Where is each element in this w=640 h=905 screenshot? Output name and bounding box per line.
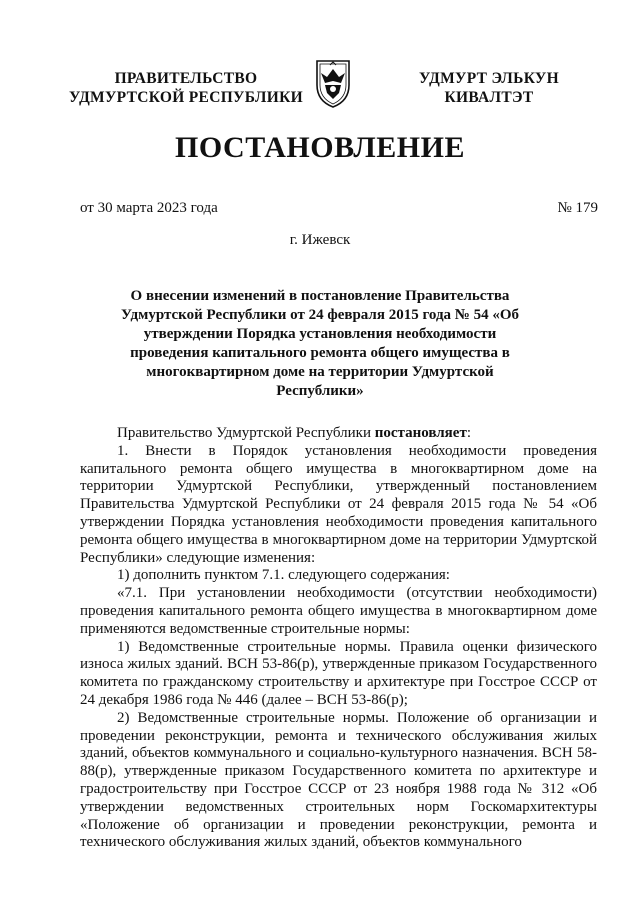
header-left-line2: УДМУРТСКОЙ РЕСПУБЛИКИ xyxy=(68,89,303,106)
header-left-line1: ПРАВИТЕЛЬСТВО xyxy=(114,70,258,87)
document-city: г. Ижевск xyxy=(289,232,351,248)
header-right-line2: КИВАЛТЭТ xyxy=(444,89,534,106)
document-number: № 179 xyxy=(557,200,598,216)
header-left xyxy=(68,69,304,107)
body-paragraph-3: «7.1. При установлении необходимости (отсутствии необходимости) проведения капитального ремонта общего имущества в многоквартирном доме применяются ведомственные строительные нормы: xyxy=(80,585,597,637)
coat-of-arms-emblem-icon xyxy=(313,57,353,109)
document-title: ПОСТАНОВЛЕНИЕ xyxy=(175,131,465,164)
body-paragraph-4: 1) Ведомственные строительные нормы. Правила оценки физического износа жилых зданий. ВСН 53-86(р), утвержденные приказом Государственного комитета по гражданскому строительству и архитектуре при Госстрое СССР от 24 декабря 1986 года № 446 (далее – ВСН 53-86(р); xyxy=(80,638,597,708)
document-subject: О внесении изменений в постановление Правительства Удмуртской Республики от 24 февраля 2015 года № 54 «Об утверждении Порядка установления необходимости проведения капитального ремонта общего имущества в многоквартирном доме на территории Удмуртской Республики» xyxy=(120,288,520,399)
body-intro xyxy=(80,425,597,443)
body-paragraph-2: 1) дополнить пунктом 7.1. следующего содержания: xyxy=(117,567,450,584)
document-body xyxy=(80,425,597,852)
document-date: от 30 марта 2023 года xyxy=(80,200,218,216)
body-paragraph-5: 2) Ведомственные строительные нормы. Положение об организации и проведении реконструкции, ремонта и технического обслуживания жилых зданий, объектов коммунального и социально-культурного назначения. ВСН 58-88(р), утвержденные приказом Государственного комитета по архитектуре и градостроительству при Госстрое СССР от 23 ноября 1988 года № 312 «Об утверждении ведомственных строительных норм Госкомархитектуры «Положение об организации и проведении реконструкции, ремонта и технического обслуживания жилых зданий, объектов коммунального xyxy=(80,709,597,851)
intro-end: : xyxy=(466,425,471,441)
body-paragraph-1: 1. Внести в Порядок установления необходимости проведения капитального ремонта общего имущества в многоквартирном доме на территории Удмуртской Республики, утвержденный постановлением Правительства Удмуртской Республики от 24 февраля 2015 года № 54 «Об утверждении Порядка установления необходимости проведения капитального ремонта общего имущества в многоквартирном доме на территории Удмуртской Республики» следующие изменения: xyxy=(80,442,597,566)
intro-bold: постановляет xyxy=(374,425,467,441)
header-right xyxy=(395,69,583,107)
header-right-line1: УДМУРТ ЭЛЬКУН xyxy=(419,70,559,87)
intro-text: Правительство Удмуртской Республики xyxy=(117,425,375,441)
